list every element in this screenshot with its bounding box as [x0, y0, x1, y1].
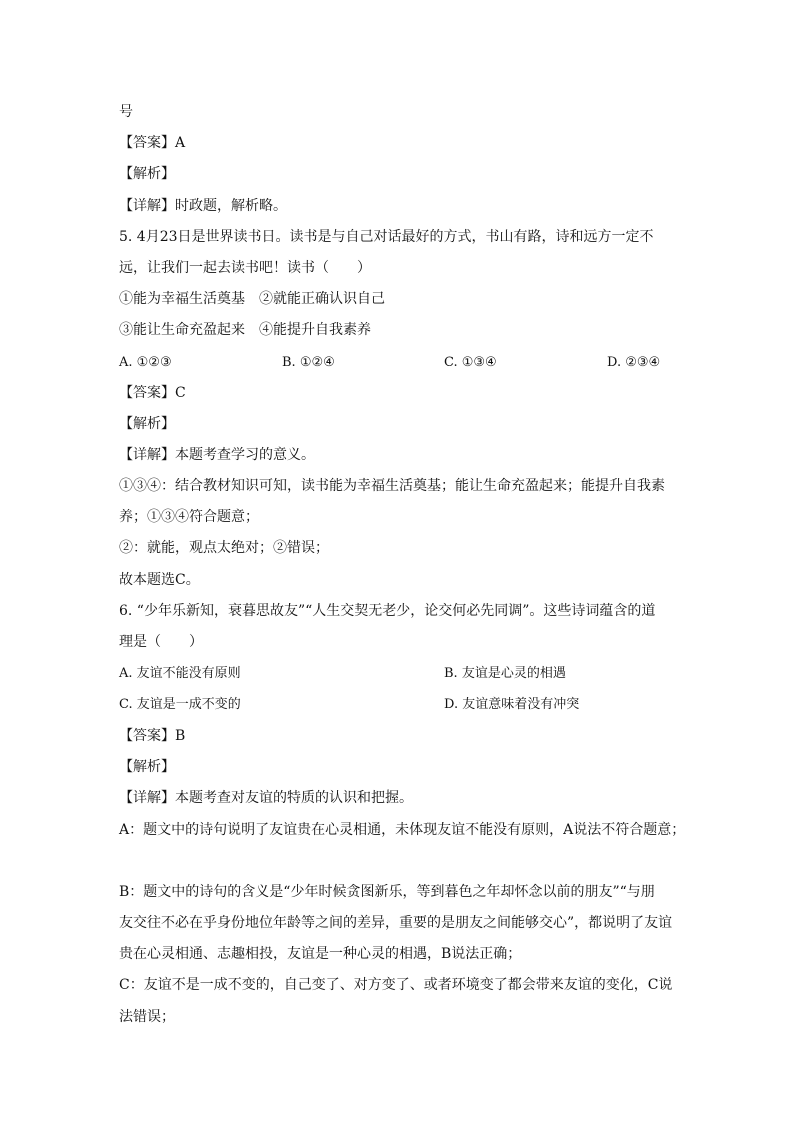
analysis-label: 【解析】 [119, 166, 175, 182]
answer-label: 【答案】C [119, 385, 186, 401]
question-5-stem-cont: 远，让我们一起去读书吧！读书（ ） [119, 260, 371, 276]
q6-option-a: A. 友谊不能没有原则 [119, 666, 241, 681]
analysis-label: 【解析】 [119, 416, 175, 432]
q6-option-d: D. 友谊意味着没有冲突 [444, 697, 580, 712]
statement-line: ③能让生命充盈起来 ④能提升自我素养 [119, 322, 371, 338]
analysis-label: 【解析】 [119, 759, 175, 775]
text-line: 号 [119, 104, 133, 120]
q5-option-d: D. ②③④ [607, 355, 661, 370]
explanation-line: 贵在心灵相通、志趣相投，友谊是一种心灵的相遇，B说法正确； [119, 946, 522, 962]
explanation-line: C：友谊不是一成不变的，自己变了、对方变了、或者环境变了都会带来友谊的变化，C说 [119, 977, 673, 993]
detail-line: 【详解】本题考查对友谊的特质的认识和把握。 [119, 790, 413, 806]
explanation-line: 法错误； [119, 1009, 175, 1025]
explanation-line: A：题文中的诗句说明了友谊贵在心灵相通，未体现友谊不能没有原则，A说法不符合题意； [119, 822, 686, 838]
explanation-line: 养；①③④符合题意； [119, 509, 259, 525]
conclusion-line: 故本题选C。 [119, 572, 200, 588]
statement-line: ①能为幸福生活奠基 ②就能正确认识自己 [119, 291, 385, 307]
answer-label: 【答案】B [119, 728, 186, 744]
explanation-line: 友交往不必在乎身份地位年龄等之间的差异，重要的是朋友之间能够交心”，都说明了友谊 [119, 915, 673, 931]
q6-option-b: B. 友谊是心灵的相遇 [444, 666, 566, 681]
q6-option-c: C. 友谊是一成不变的 [119, 697, 241, 712]
question-5-stem: 5. 4月23日是世界读书日。读书是与自己对话最好的方式，书山有路，诗和远方一定不 [119, 229, 654, 245]
explanation-line: B：题文中的诗句的含义是“少年时候贪图新乐，等到暮色之年却怀念以前的朋友”“与朋 [119, 884, 655, 900]
q5-option-a: A. ①②③ [119, 355, 172, 370]
q5-option-c: C. ①③④ [444, 355, 497, 370]
detail-line: 【详解】本题考查学习的意义。 [119, 447, 315, 463]
question-6-stem-cont: 理是（ ） [119, 634, 203, 650]
explanation-line: ②：就能，观点太绝对；②错误； [119, 540, 329, 556]
detail-line: 【详解】时政题，解析略。 [119, 198, 287, 214]
q5-option-b: B. ①②④ [282, 355, 335, 370]
question-6-stem: 6. “少年乐新知，衰暮思故友”“人生交契无老少，论交何必先同调”。这些诗词蕴含的道 [119, 603, 656, 619]
answer-label: 【答案】A [119, 135, 186, 151]
explanation-line: ①③④：结合教材知识可知，读书能为幸福生活奠基；能让生命充盈起来；能提升自我素 [119, 478, 665, 494]
